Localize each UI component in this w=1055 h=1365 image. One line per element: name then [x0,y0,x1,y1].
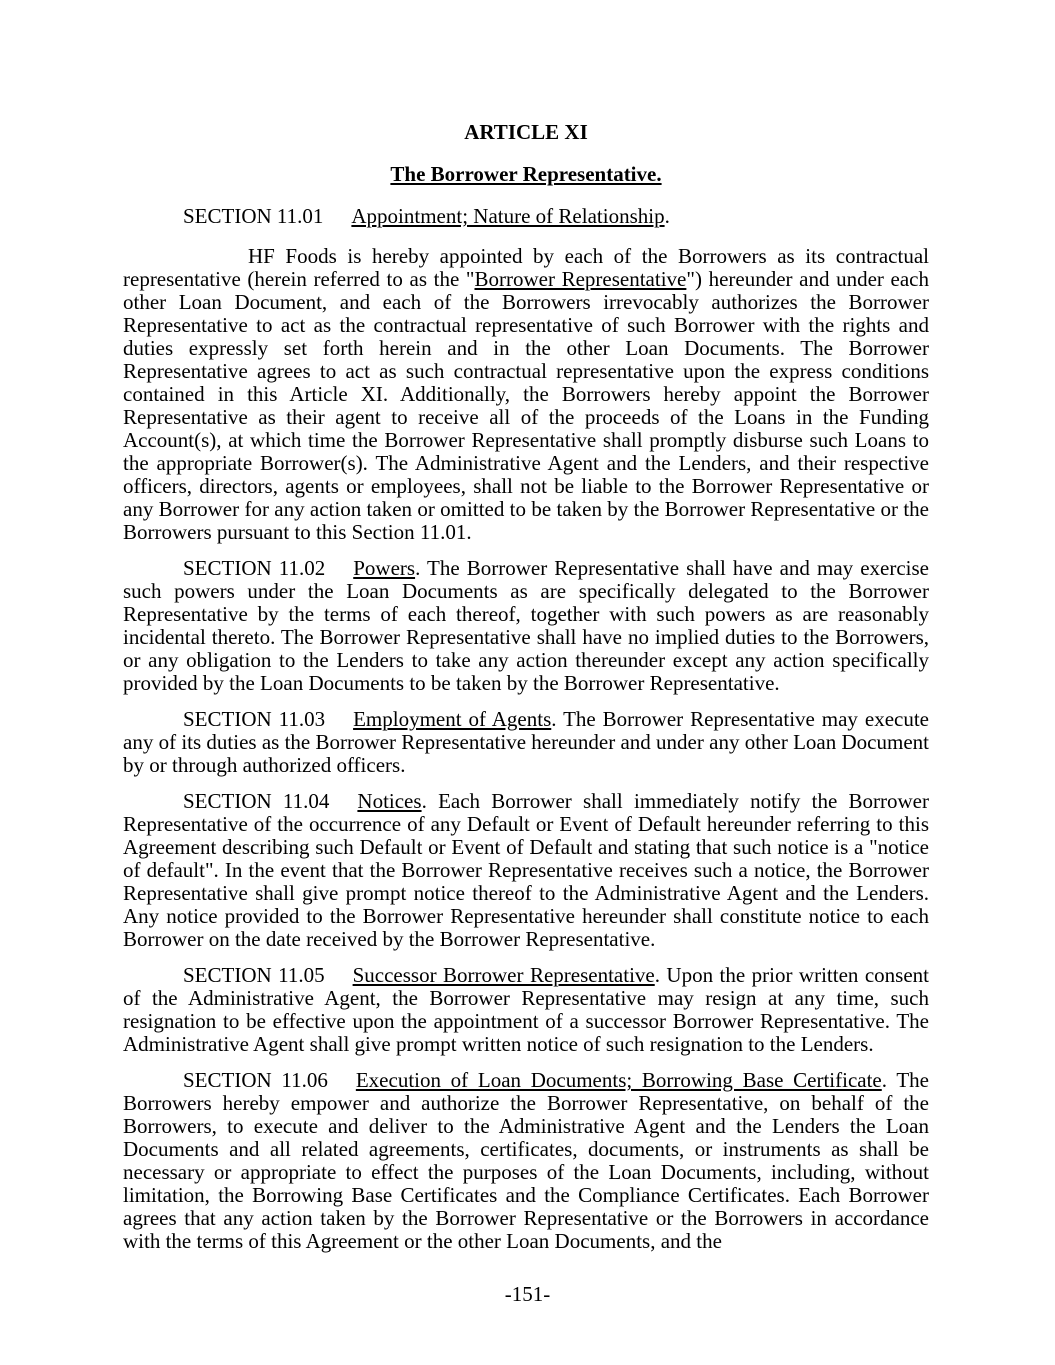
section-11-02-label: SECTION 11.02 [183,556,326,580]
section-11-05-body: . Upon the prior written consent of the Administrative Agent, the Borrower Representative may resign at any time, such resignation to be effective upon the appointment of a successor Borrower Representative. The Administrative Agent shall give prompt written notice of such resignation to the Lenders. [123,963,930,1056]
article-title-text: The Borrower Representative. [390,162,662,186]
article-title [123,163,929,186]
section-11-04-paragraph [123,790,929,951]
section-11-01-title: Appointment; Nature of Relationship [351,204,665,228]
article-heading [123,121,929,144]
section-11-05-label: SECTION 11.05 [183,963,325,987]
section-11-01-label: SECTION 11.01 [183,204,324,228]
section-11-04-body: . Each Borrower shall immediately notify the Borrower Representative of the occurrence of any Default or Event of Default hereunder referring to this Agreement describing such Default or Event of Default and stating that such notice is a "notice of default". In the event that the Borrower Representative receives such a notice, the Borrower Representative shall give prompt notice thereof to the Administrative Agent and the Lenders. Any notice provided to the Borrower Representative hereunder shall constitute notice to each Borrower on the date received by the Borrower Representative. [123,789,929,951]
section-11-03-body: . The Borrower Representative may execute any of its duties as the Borrower Representative hereunder and under any other Loan Document by or through authorized officers. [123,707,929,777]
section-11-03-title: Employment of Agents [353,707,552,731]
section-11-06-paragraph [123,1069,929,1253]
section-11-02-body: . The Borrower Representative shall have and may exercise such powers under the Loan Documents as are specifically delegated to the Borrower Representative by the terms of each thereof, together with such powers as are reasonably incidental thereto. The Borrower Representative shall have no implied duties to the Borrowers, or any obligation to the Lenders to take any action thereunder except any action specifically provided by the Loan Documents to be taken by the Borrower Representative. [123,556,929,695]
section-11-06-title: Execution of Loan Documents; Borrowing Base Certificate [355,1068,882,1092]
section-11-02-paragraph [123,557,929,695]
section-11-01-body [123,245,929,544]
section-11-04-title: Notices [357,789,422,813]
page-number: -151- [504,1282,551,1306]
section-11-01-body-pre: HF Foods is hereby appointed by each of the Borrowers as its contractual representative (herein referred to as the " [123,244,929,291]
section-11-06-label: SECTION 11.06 [183,1068,328,1092]
section-11-05-paragraph [123,964,929,1056]
section-11-04-label: SECTION 11.04 [183,789,330,813]
borrower-representative-term: Borrower Representative [474,267,687,291]
section-11-02-title: Powers [353,556,416,580]
section-11-01-heading [123,205,929,228]
section-11-03-paragraph [123,708,929,777]
section-11-01-title-period: . [664,204,670,228]
document-content [123,0,929,1266]
article-heading-text: ARTICLE XI [464,120,588,144]
section-11-03-label: SECTION 11.03 [183,707,326,731]
section-11-05-title: Successor Borrower Representative [352,963,655,987]
section-11-06-body: . The Borrowers hereby empower and authorize the Borrower Representative, on behalf of the Borrowers, to execute and deliver to the Administrative Agent and the Lenders the Loan Documents and all related agreements, certificates, documents, or instruments as shall be necessary or appropriate to effect the purposes of the Loan Documents, including, without limitation, the Borrowing Base Certificates and the Compliance Certificates. Each Borrower agrees that any action taken by the Borrower Representative or the Borrowers in accordance with the terms of this Agreement or the other Loan Documents, and the [123,1068,929,1253]
section-11-01-body-post: ") hereunder and under each other Loan Document, and each of the Borrowers irrevocably authorizes the Borrower Representative to act as the contractual representative of such Borrower with the rights and duties expressly set forth herein and in the other Loan Documents. The Borrower Representative agrees to act as such contractual representative upon the express conditions contained in this Article XI. Additionally, the Borrowers hereby appoint the Borrower Representative as their agent to receive all of the proceeds of the Loans in the Funding Account(s), at which time the Borrower Representative shall promptly disburse such Loans to the appropriate Borrower(s). The Administrative Agent and the Lenders, and their respective officers, directors, agents or employees, shall not be liable to the Borrower Representative or any Borrower for any action taken or omitted to be taken by the Borrower Representative or the Borrowers pursuant to this Section 11.01. [123,267,929,544]
